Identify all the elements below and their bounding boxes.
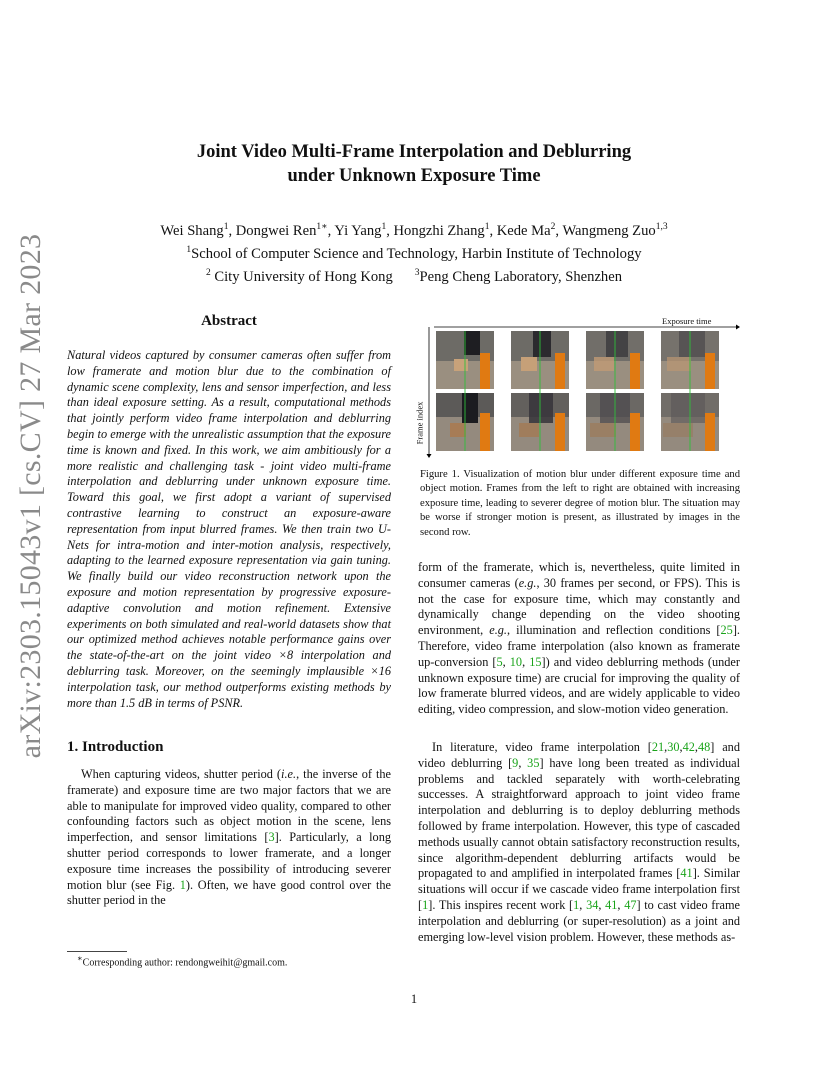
author-sup: 1∗ <box>316 222 328 232</box>
citation-link[interactable]: 48 <box>697 740 711 754</box>
separator: , <box>386 222 394 239</box>
author-sup: 2 <box>550 222 556 232</box>
citation-link[interactable]: 10 <box>509 654 523 669</box>
affil-text: Peng Cheng Laboratory, Shenzhen <box>419 268 623 285</box>
text: e.g. <box>489 623 508 638</box>
page-number: 1 <box>410 992 418 1006</box>
affiliation-2-3 <box>90 264 738 287</box>
section-heading-introduction: 1. Introduction <box>67 739 164 755</box>
author-name: Wei Shang <box>160 222 224 239</box>
author-list <box>90 218 738 241</box>
citation-link[interactable]: 34 <box>586 897 599 912</box>
citation-link[interactable]: 3 <box>268 830 275 845</box>
text: ]. Similar situations will occur if we cascade video frame interpolation first [ <box>418 866 741 912</box>
text: ] to cast video frame interpolation and deblurring (or super-resolution) as a joint and emerging low-level vision problem. However, these methods as- <box>418 897 740 944</box>
citation-link[interactable]: 1 <box>422 897 429 912</box>
frame-index-label: Frame index <box>414 401 425 445</box>
author-sup: 1,3 <box>655 222 668 232</box>
figure-link[interactable]: 1 <box>179 877 186 892</box>
authors-block <box>90 218 738 287</box>
citation-link[interactable]: 42 <box>682 740 695 754</box>
text: i.e. <box>281 767 297 781</box>
text: , the inverse of the framerate) and exposure time are two major factors that we are able to manipulate for improved video quality, compared to other confounding factors such as object motion in the scene, lens imperfection, and sensor limitations [ <box>67 767 392 845</box>
intro-paragraph <box>67 767 391 909</box>
exposure-axis-label: Exposure time <box>662 316 712 326</box>
author-name: Hongzhi Zhang <box>393 222 485 239</box>
affiliation-1 <box>90 241 738 264</box>
citation-link[interactable]: 47 <box>624 897 637 912</box>
citation-link[interactable]: 9 <box>512 755 519 770</box>
author-name: Kede Ma <box>496 222 551 239</box>
figure-1-caption: Figure 1. Visualization of motion blur under different exposure time and object motion. Frames from the left to right are obtained with increasing exposure time, leading to severer degree of motion blur. The situation may be worse if stronger motion is present, as illustrated by images in the second row. <box>420 469 740 538</box>
citation-link[interactable]: 35 <box>527 755 540 770</box>
text: , 30 frames per second, or FPS). This is not the case for exposure time, which may constantly and dynamically change depending on the video shooting environment, <box>418 575 740 638</box>
text: e.g. <box>518 575 537 590</box>
text: ). Often, we have good control over the shutter period in the <box>67 877 391 908</box>
text: form of the framerate, which is, nevertheless, quite limited in consumer cameras ( <box>418 560 740 590</box>
text: When capturing videos, shutter period ( <box>81 767 282 781</box>
footnote <box>67 953 287 968</box>
guide-lines <box>420 318 740 458</box>
author-sup: 1 <box>484 222 490 232</box>
title-line-2: under Unknown Exposure Time <box>287 166 541 186</box>
citation-link[interactable]: 30 <box>667 740 680 754</box>
footnote-text: Corresponding author: rendongweihit@gmail.com. <box>82 957 288 969</box>
right-paragraph-2: In literature, video frame interpolation [21,30,42,48] and video deblurring [9, 35] have long been treated as individual problems and tackled separately with worth-celebrating successes. A straightforward approach to joint video frame interpolation and deblurring is to deploy deblurring methods followed by frame interpolation. However, this type of cascaded methods usually cannot obtain satisfactory reconstruction results, since algorithm-dependent deblurring artifacts would be propagated to and amplified in interpolated frames [41]. Similar situations will occur if we cascade video frame interpolation first [1]. This inspires recent work [1, 34, 41, 47] to cast video frame interpolation and deblurring (or super-resolution) as a joint and emerging low-level vision problem. However, these methods as- <box>418 740 741 944</box>
author-name: Wangmeng Zuo <box>562 222 656 239</box>
figure-1 <box>414 316 740 458</box>
author-sup: 1 <box>381 222 387 232</box>
affil-sup: 3 <box>414 267 420 278</box>
right-paragraph-1: form of the framerate, which is, nevertheless, quite limited in consumer cameras (e.g., 30 frames per second, or FPS). This is not the case for exposure time, which may constantly and dynamically change depending on the video shooting environment, e.g., illumination and reflection conditions [25]. Therefore, video frame interpolation (also known as framerate up-conversion [5, 10, 15]) and video deblurring methods (under unknown exposure time) are crucial for improving the quality of low framerate blurred videos, and are widely applicable to video editing, video compression, and slow-motion video generation. <box>418 560 740 717</box>
citation-link[interactable]: 25 <box>720 623 733 638</box>
footnote-mark: ∗ <box>77 954 83 963</box>
separator: , <box>327 222 335 239</box>
citation-link[interactable]: 41 <box>680 866 693 881</box>
text: In literature, video frame interpolation [ <box>432 740 652 754</box>
citation-link[interactable]: 1 <box>573 897 580 912</box>
text: , illumination and reflection conditions [ <box>507 623 721 638</box>
abstract-heading: Abstract <box>201 313 257 329</box>
footnote-rule <box>67 951 127 952</box>
separator: , <box>555 222 563 239</box>
text: ]. This inspires recent work [ <box>428 897 574 912</box>
citation-link[interactable]: 15 <box>529 654 542 669</box>
abstract-body <box>67 348 391 711</box>
paper-title <box>100 140 728 188</box>
separator: , <box>489 222 497 239</box>
affil-sup: 2 <box>205 267 211 278</box>
text: ] and video deblurring [ <box>418 740 740 770</box>
citation-link[interactable]: 21 <box>651 740 665 754</box>
separator: , <box>228 222 236 239</box>
text: ]. Particularly, a long shutter period corresponds to lower framerate, and a longer exposure time increases the possibility of introducing severer motion blur (see Fig. <box>67 830 391 892</box>
text: ]) and video deblurring methods (under unknown exposure time) are crucial for improving the quality of low framerate blurred videos, and are widely applicable to video editing, video compression, and slow-motion video generation. <box>418 654 740 717</box>
arxiv-identifier-text: arXiv:2303.15043v1 [cs.CV] 27 Mar 2023 <box>14 233 47 759</box>
citation-link[interactable]: 41 <box>605 897 618 912</box>
author-name: Dongwei Ren <box>235 222 317 239</box>
title-line-1: Joint Video Multi-Frame Interpolation and Deblurring <box>196 142 632 162</box>
citation-link[interactable]: 5 <box>496 654 503 669</box>
abstract-text: Natural videos captured by consumer cameras often suffer from low framerate and motion blur due to the combination of dynamic scene complexity, lens and sensor imperfection, and less than ideal exposure setting. As a result, computational methods that jointly perform video frame interpolation and deblurring begin to emerge with the unrealistic assumption that the exposure time is known and fixed. In this work, we aim ambitiously for a more realistic and challenging task - joint video multi-frame interpolation and deblurring under unknown exposure time. Toward this goal, we first adopt a variant of supervised contrastive learning to construct an exposure-aware representation from input blurred frames. We then train two U-Nets for intra-motion and inter-motion analysis, respectively, adapting to the learned exposure representation via gain tuning. We finally build our video reconstruction network upon the exposure and motion representation by progressive exposure-adaptive convolution and motion refinement. Extensive experiments on both simulated and real-world datasets show that our optimized method achieves notable performance gains over the state-of-the-art on the joint video ×8 interpolation and deblurring task. Moreover, on the seemingly implausible ×16 interpolation task, our method outperforms existing methods by more than 1.5 dB in terms of PSNR. <box>67 348 391 710</box>
affil-sup: 1 <box>186 244 192 255</box>
author-sup: 1 <box>223 222 229 232</box>
affil-text: School of Computer Science and Technology, Harbin Institute of Technology <box>191 245 642 262</box>
author-name: Yi Yang <box>334 222 382 239</box>
affil-text: City University of Hong Kong <box>210 268 393 285</box>
text: ]. Therefore, video frame interpolation (also known as framerate up-conversion [ <box>418 623 740 669</box>
arxiv-identifier <box>14 233 48 759</box>
text: ] have long been treated as individual problems and tackled separately with worth-celebrating successes. A straightforward approach to joint video frame interpolation and deblurring is to deploy deblurring methods followed by frame interpolation. However, this type of cascaded methods usually cannot obtain satisfactory reconstruction results, since algorithm-dependent deblurring artifacts would be propagated to and amplified in interpolated frames [ <box>418 755 740 881</box>
